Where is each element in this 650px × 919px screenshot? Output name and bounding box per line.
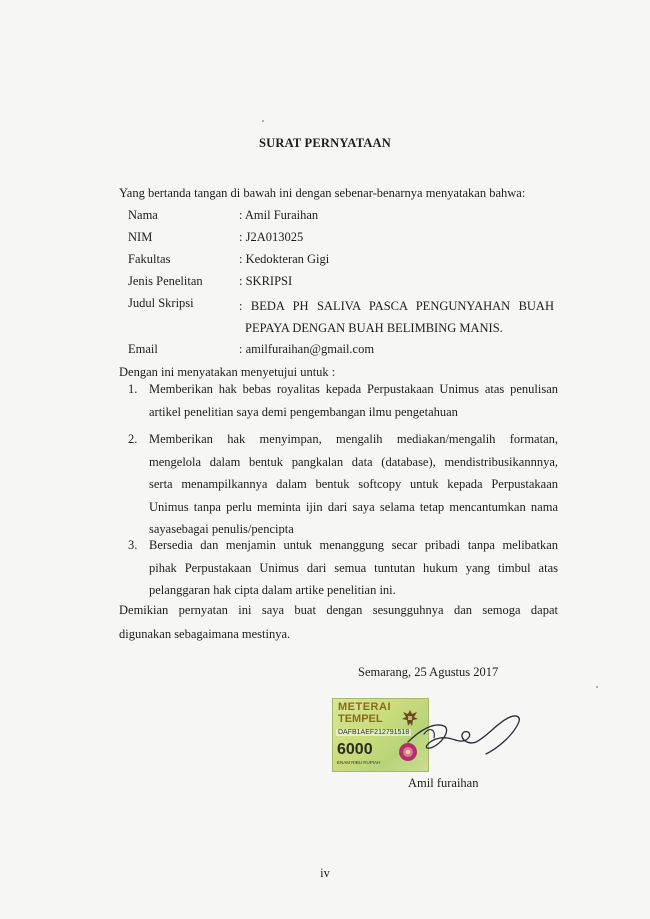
item-text [149,428,558,541]
item-text [149,378,558,423]
item-text [149,534,558,602]
item-line: serta menampilkannya dalam bentuk softcopy untuk kepada Perpustakaan [149,477,558,491]
judul-line-1: : BEDA PH SALIVA PASCA PENGUNYAHAN BUAH [239,299,554,313]
agreement-statement: Dengan ini menyatakan menyetujui untuk : [119,365,336,379]
field-value: : Amil Furaihan [239,208,319,222]
field-label: Jenis Penelitan [128,274,203,288]
field-label: Email [128,342,158,356]
item-line: sayasebagai penulis/pencipta [149,522,294,536]
field-value: : SKRIPSI [239,274,293,288]
stamp-line-1: METERAI [338,701,391,713]
item-line: Bersedia dan menjamin untuk menanggung secar pribadi tanpa melibatkan [149,538,558,552]
item-line: Unimus tanpa perlu meminta ijin dari saya selama tetap mencantumkan nama [149,499,558,514]
item-line: Memberikan hak menyimpan, mengalih mediakan/mengalih formatan, [149,432,558,446]
field-label: Fakultas [128,252,171,266]
signer-name: Amil furaihan [408,776,479,790]
item-number: 2. [128,432,138,446]
stamp-words: ENAM RIBU RUPIAH [337,760,381,765]
stamp-line-2: TEMPEL [338,713,383,725]
judul-line-2: PEPAYA DENGAN BUAH BELIMBING MANIS. [245,321,503,335]
field-label: NIM [128,230,153,244]
item-line: Memberikan hak bebas royalitas kepada Perpustakaan Unimus atas penulisan [149,382,558,396]
place-date: Semarang, 25 Agustus 2017 [358,665,499,679]
field-value: : amilfuraihan@gmail.com [239,342,375,356]
item-line: artikel penelitian saya demi pengembangan ilmu pengetahuan [149,404,458,419]
field-value: : J2A013025 [239,230,304,244]
item-number: 3. [128,538,138,552]
document-title: SURAT PERNYATAAN [258,136,392,150]
closing-line: Demikian pernyatan ini saya buat dengan sesungguhnya dan semoga dapat [119,603,558,617]
intro-text: Yang bertanda tangan di bawah ini dengan sebenar-benarnya menyatakan bahwa: [119,186,526,200]
item-number: 1. [128,382,138,396]
closing-line: digunakan sebagaimana mestinya. [119,627,291,641]
field-value: : Kedokteran Gigi [239,252,330,266]
field-label: Judul Skripsi [128,296,194,310]
stamp-serial: DAFB1AEF212791518 [338,729,410,736]
item-line: pihak Perpustakaan Unimus dari semua tuntutan hukum yang timbul atas [149,560,558,575]
field-label: Nama [128,208,158,222]
item-line: pelanggaran hak cipta dalam artike penelitian ini. [149,583,396,597]
page-number: iv [320,866,330,880]
scan-speck [596,686,598,688]
scan-speck [262,120,264,122]
field-value [239,295,554,339]
signature-icon [400,700,530,770]
closing-statement [119,598,558,646]
item-line: mengelola dalam bentuk pangkalan data (database), mendistribusikannnya, [149,454,558,469]
stamp-value: 6000 [337,741,373,758]
